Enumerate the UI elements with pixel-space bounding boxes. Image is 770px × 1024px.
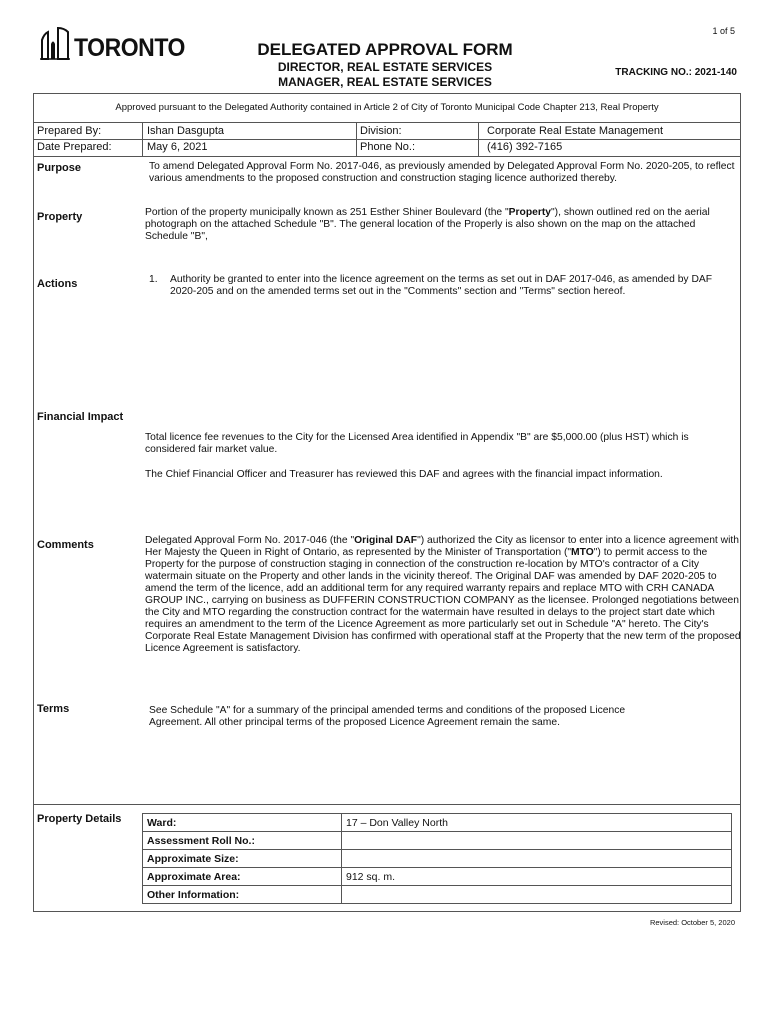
form-title: DELEGATED APPROVAL FORM bbox=[257, 40, 513, 59]
toronto-logo bbox=[40, 26, 195, 60]
subtitle-director: DIRECTOR, REAL ESTATE SERVICES bbox=[277, 60, 493, 74]
divider bbox=[33, 156, 741, 157]
table-row bbox=[143, 868, 732, 886]
approximate-size-value bbox=[342, 850, 732, 868]
purpose-text: To amend Delegated Approval Form No. 2017-046, as previously amended by Delegated Approval Form No. 2020-205, to reflect various amendments to the proposed construction and construction staging licence authorized thereby. bbox=[149, 161, 735, 184]
financial-paragraph-2: The Chief Financial Officer and Treasurer has reviewed this DAF and agrees with the financial impact information. bbox=[145, 469, 663, 480]
divider bbox=[33, 139, 741, 140]
other-information-key: Other Information: bbox=[143, 886, 342, 904]
prepared-by-value: Ishan Dasgupta bbox=[147, 125, 225, 137]
division-label: Division: bbox=[360, 125, 402, 137]
assessment-roll-key: Assessment Roll No.: bbox=[143, 832, 342, 850]
approximate-area-value: 912 sq. m. bbox=[342, 868, 732, 886]
action-item-number: 1. bbox=[149, 274, 158, 285]
divider bbox=[33, 122, 741, 123]
purpose-label: Purpose bbox=[37, 162, 82, 174]
terms-text: See Schedule "A" for a summary of the principal amended terms and conditions of the proposed Licence Agreement. All other principal terms of the proposed Licence Agreement remain the same. bbox=[149, 705, 626, 728]
actions-label: Actions bbox=[37, 278, 78, 290]
comments-label: Comments bbox=[37, 539, 94, 551]
ward-key: Ward: bbox=[143, 814, 342, 832]
divider bbox=[33, 804, 741, 805]
page-number: 1 of 5 bbox=[712, 26, 735, 36]
financial-paragraph-1: Total licence fee revenues to the City for the Licensed Area identified in Appendix "B" are $5,000.00 (plus HST) which is considered fair market value. bbox=[145, 432, 689, 455]
approved-statement: Approved pursuant to the Delegated Authority contained in Article 2 of City of Toronto Municipal Code Chapter 213, Real Property bbox=[115, 102, 659, 113]
revised-date: Revised: October 5, 2020 bbox=[649, 918, 735, 927]
divider bbox=[142, 122, 143, 156]
other-information-value bbox=[342, 886, 732, 904]
property-text: Portion of the property municipally known as 251 Esther Shiner Boulevard (the "Property"), shown outlined red on the aerial photograph on the attached Schedule "B". The general location of the Properly is also shown on the map on the attached Schedule "B", bbox=[145, 207, 710, 242]
logo-wordmark: TORONTO bbox=[74, 34, 185, 62]
phone-label: Phone No.: bbox=[360, 141, 416, 153]
prepared-by-label: Prepared By: bbox=[37, 125, 102, 137]
action-item-text: Authority be granted to enter into the licence agreement on the terms as set out in DAF 2017-046, as amended by DAF 2020-205 and on the amended terms set out in the "Comments" section and "Terms" section hereof. bbox=[170, 274, 713, 297]
date-prepared-label: Date Prepared: bbox=[37, 141, 112, 153]
table-row bbox=[143, 832, 732, 850]
table-row bbox=[143, 850, 732, 868]
comments-text: Delegated Approval Form No. 2017-046 (the "Original DAF") authorized the City as licensor to enter into a licence agreement with Her Majesty the Queen in Right of Ontario, as represented by the Minister of Transportation ("MTO") to permit access to the Property for the purpose of construction staging in connection of the construction re-location by MTO's contractor of a City watermain situate on the Property and other lands in the vicinity thereof. The Original DAF was amended by DAF 2020-205 to amend the term of the licence, add an additional term for any required warranty repairs and replace MTO with CRH CANADA GROUP INC., carrying on business as DUFFERIN CONSTRUCTION COMPANY as the licensee. Prolonged negotiations between the City and MTO regarding the construction contract for the watermain have resulted in delays to the project start date which requires an amendment to the term of the Licence Agreement as more particularly set out in Schedule "A" hereto. The City's Corporate Real Estate Management Division has confirmed with operational staff at the Property that the new term of the proposed Licence Agreement is satisfactory. bbox=[145, 535, 741, 654]
divider bbox=[478, 122, 479, 156]
assessment-roll-value bbox=[342, 832, 732, 850]
property-details-label: Property Details bbox=[37, 813, 122, 825]
approximate-area-key: Approximate Area: bbox=[143, 868, 342, 886]
terms-label: Terms bbox=[37, 703, 70, 715]
ward-value: 17 – Don Valley North bbox=[342, 814, 732, 832]
tracking-number: TRACKING NO.: 2021-140 bbox=[615, 67, 737, 78]
table-row bbox=[143, 886, 732, 904]
phone-value: (416) 392-7165 bbox=[487, 141, 563, 153]
city-hall-icon bbox=[40, 26, 70, 60]
property-label: Property bbox=[37, 211, 83, 223]
divider bbox=[356, 122, 357, 156]
financial-impact-label: Financial Impact bbox=[37, 411, 124, 423]
subtitle-manager: MANAGER, REAL ESTATE SERVICES bbox=[278, 75, 492, 89]
table-row bbox=[143, 814, 732, 832]
date-prepared-value: May 6, 2021 bbox=[147, 141, 208, 153]
division-value: Corporate Real Estate Management bbox=[487, 125, 664, 137]
approximate-size-key: Approximate Size: bbox=[143, 850, 342, 868]
property-details-table bbox=[142, 813, 732, 904]
